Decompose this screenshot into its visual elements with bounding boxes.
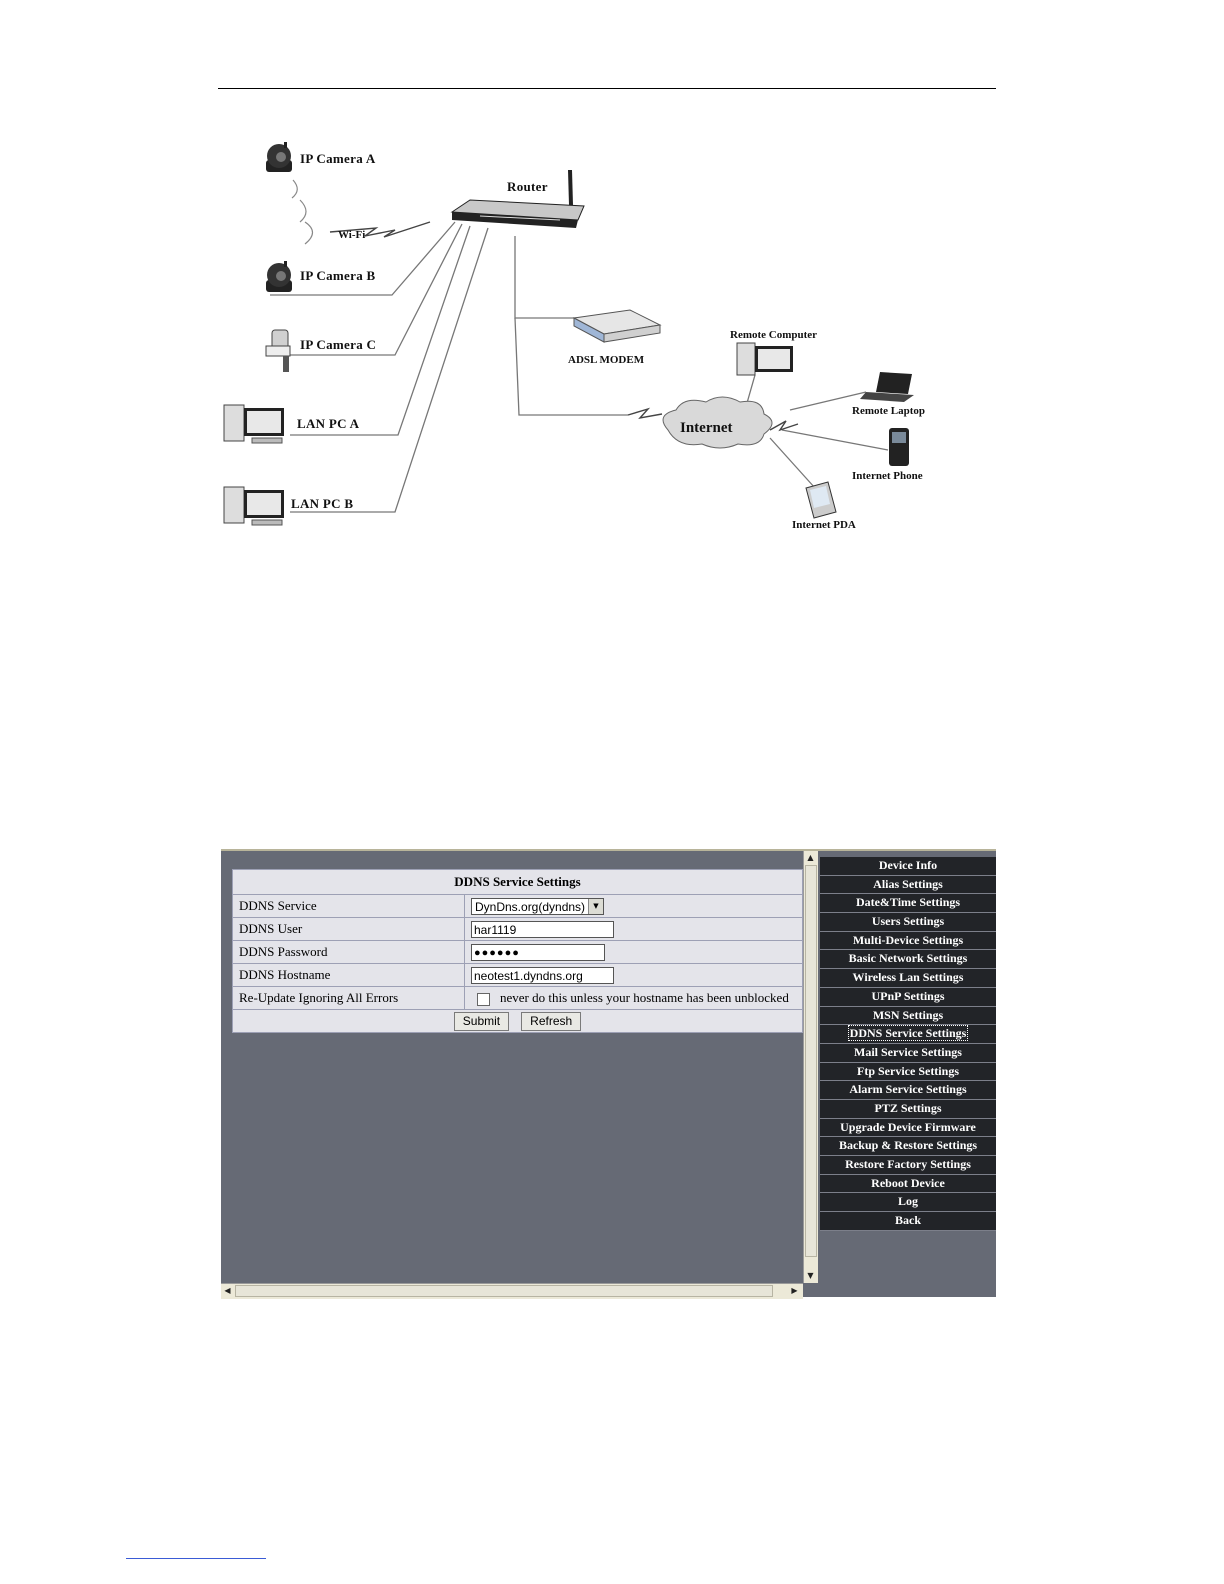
chevron-down-icon[interactable]: ▼ (588, 899, 603, 914)
menu-item-wireless-lan-settings[interactable] (820, 969, 996, 988)
scroll-down-icon[interactable]: ▼ (807, 1271, 814, 1280)
horizontal-scrollbar[interactable] (221, 1283, 803, 1299)
menu-item-restore-factory-settings[interactable] (820, 1156, 996, 1175)
menu-item-label: DDNS Service Settings (849, 1026, 967, 1041)
menu-item-back[interactable] (820, 1212, 996, 1231)
menu-item-label: Upgrade Device Firmware (840, 1119, 976, 1134)
menu-item-msn-settings[interactable] (820, 1007, 996, 1026)
internet-phone-icon (889, 428, 909, 466)
menu-item-alarm-service-settings[interactable] (820, 1081, 996, 1100)
label-adsl-modem: ADSL MODEM (568, 354, 645, 366)
horizontal-scroll-thumb[interactable] (235, 1285, 773, 1297)
menu-item-label: Users Settings (871, 914, 945, 929)
menu-item-device-info[interactable] (820, 857, 996, 876)
internet-pda-icon (806, 482, 836, 518)
remote-computer-icon (737, 343, 793, 375)
wifi-signal-icon (292, 180, 313, 244)
menu-item-label: Alarm Service Settings (849, 1082, 967, 1097)
menu-item-label: UPnP Settings (871, 988, 945, 1003)
label-internet-phone: Internet Phone (852, 470, 923, 482)
menu-item-alias-settings[interactable] (820, 876, 996, 895)
ddns-hostname-input[interactable]: neotest1.dyndns.org (471, 967, 614, 984)
ddns-password-input[interactable]: ●●●●●● (471, 944, 605, 961)
menu-item-upnp-settings[interactable] (820, 988, 996, 1007)
ddns-settings-table (232, 869, 803, 1033)
ddns-hostname-cell (465, 964, 803, 987)
menu-item-reboot-device[interactable] (820, 1175, 996, 1194)
ddns-service-label: DDNS Service (233, 895, 465, 918)
settings-menu (820, 857, 996, 1231)
menu-item-label: Restore Factory Settings (845, 1157, 971, 1171)
reupdate-checkbox[interactable] (477, 993, 490, 1006)
ip-camera-c-icon (266, 330, 290, 372)
menu-item-ddns-service-settings[interactable] (820, 1025, 996, 1044)
menu-item-label: Ftp Service Settings (857, 1063, 959, 1078)
menu-item-log[interactable] (820, 1193, 996, 1212)
label-remote-computer: Remote Computer (730, 329, 818, 341)
adsl-modem-icon (574, 310, 660, 342)
main-pane (221, 851, 803, 1283)
menu-item-upgrade-device-firmware[interactable] (820, 1119, 996, 1138)
menu-item-ptz-settings[interactable] (820, 1100, 996, 1119)
vertical-scrollbar[interactable] (803, 851, 818, 1283)
ip-camera-a-icon (266, 142, 292, 172)
ddns-user-label: DDNS User (233, 918, 465, 941)
label-lan-pc-a: LAN PC A (297, 416, 360, 431)
menu-item-label: Log (897, 1194, 918, 1209)
menu-item-multi-device-settings[interactable] (820, 932, 996, 951)
ddns-hostname-label: DDNS Hostname (233, 964, 465, 987)
label-ip-camera-c: IP Camera C (300, 337, 377, 352)
menu-item-mail-service-settings[interactable] (820, 1044, 996, 1063)
menu-item-label: Alias Settings (873, 876, 943, 891)
button-row (233, 1010, 803, 1033)
footer-link-underline (126, 1558, 266, 1559)
menu-item-basic-network-settings[interactable] (820, 950, 996, 969)
reupdate-label: Re-Update Ignoring All Errors (233, 987, 465, 1010)
network-diagram (0, 0, 1224, 560)
reupdate-cell (465, 987, 803, 1010)
remote-laptop-icon (860, 372, 914, 402)
menu-item-label: Reboot Device (871, 1175, 945, 1190)
ddns-password-label: DDNS Password (233, 941, 465, 964)
menu-item-label: Device Info (878, 858, 938, 872)
lan-cables (270, 222, 888, 512)
menu-item-label: Mail Service Settings (854, 1044, 962, 1059)
ddns-user-cell (465, 918, 803, 941)
lan-pc-b-icon (224, 487, 284, 525)
scroll-up-icon[interactable]: ▲ (807, 853, 814, 862)
ip-camera-b-icon (266, 261, 292, 292)
menu-item-label: Date&Time Settings (855, 895, 961, 910)
reupdate-note: never do this unless your hostname has been unblocked (500, 990, 789, 1005)
label-ip-camera-a: IP Camera A (300, 151, 376, 166)
ddns-settings-title: DDNS Service Settings (233, 870, 803, 895)
label-remote-laptop: Remote Laptop (852, 405, 926, 417)
scroll-left-icon[interactable]: ◀ (224, 1286, 231, 1295)
ddns-user-input[interactable]: har1119 (471, 921, 614, 938)
label-internet-pda: Internet PDA (792, 519, 856, 531)
menu-item-users-settings[interactable] (820, 913, 996, 932)
submit-button[interactable]: Submit (454, 1012, 509, 1031)
scroll-right-icon[interactable]: ▶ (791, 1286, 798, 1295)
refresh-button[interactable]: Refresh (521, 1012, 581, 1031)
label-lan-pc-b: LAN PC B (291, 496, 354, 511)
ddns-service-select[interactable] (471, 898, 604, 915)
vertical-scroll-thumb[interactable] (805, 865, 817, 1257)
menu-item-date-time-settings[interactable] (820, 894, 996, 913)
ddns-settings-screenshot (221, 849, 996, 1297)
menu-item-label: MSN Settings (872, 1007, 944, 1022)
label-internet: Internet (680, 420, 733, 436)
menu-item-ftp-service-settings[interactable] (820, 1063, 996, 1082)
lan-pc-a-icon (224, 405, 284, 443)
label-wifi: Wi-Fi (338, 229, 366, 241)
ddns-service-cell (465, 895, 803, 918)
menu-item-label: PTZ Settings (874, 1100, 942, 1115)
menu-item-label: Multi-Device Settings (852, 932, 964, 947)
menu-item-label: Backup & Restore Settings (838, 1138, 978, 1153)
menu-item-backup-restore-settings[interactable] (820, 1137, 996, 1156)
menu-item-label: Back (894, 1213, 921, 1228)
ddns-service-value: DynDns.org(dyndns) (475, 899, 586, 914)
ddns-password-cell (465, 941, 803, 964)
menu-item-label: Wireless Lan Settings (852, 970, 964, 985)
menu-item-label: Basic Network Settings (848, 951, 968, 966)
label-router: Router (507, 179, 548, 194)
label-ip-camera-b: IP Camera B (300, 268, 376, 283)
